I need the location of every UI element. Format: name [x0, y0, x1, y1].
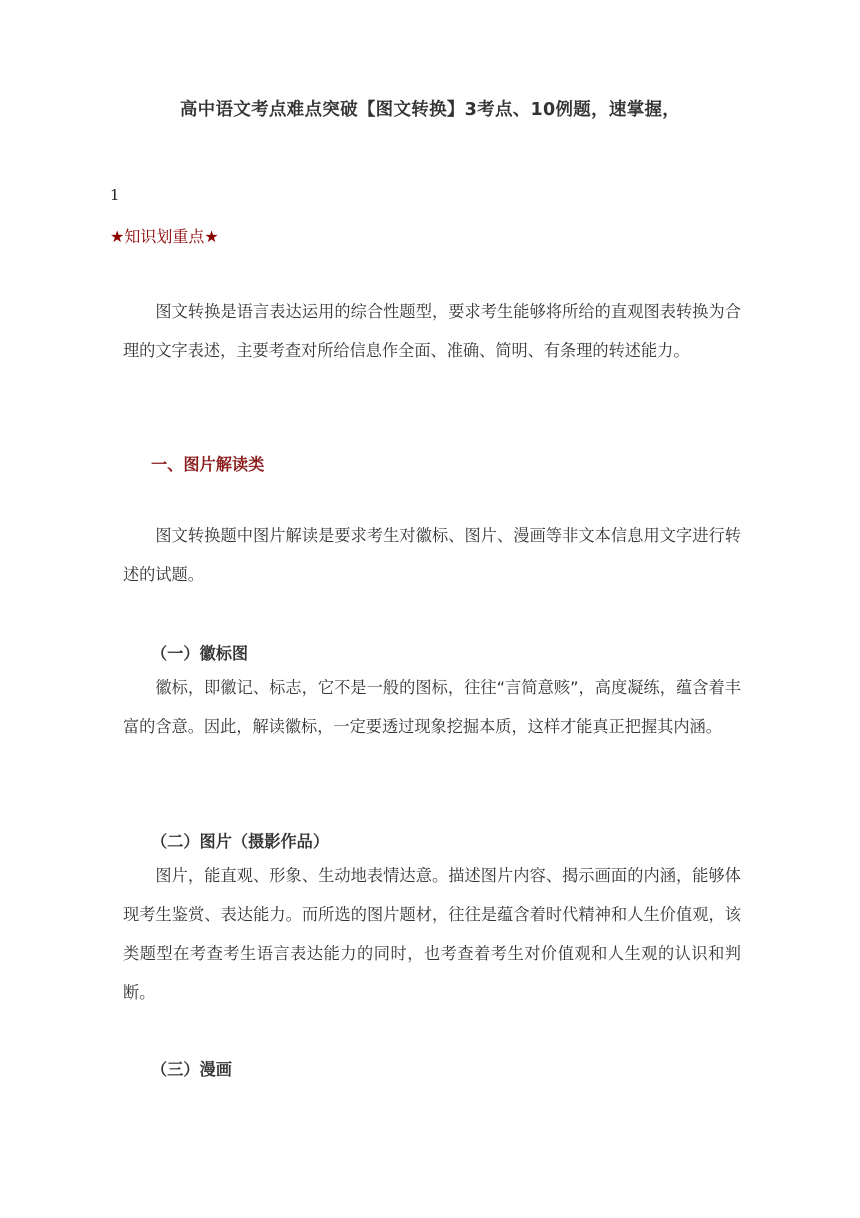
- subheading-emblem: （一）徽标图: [151, 644, 249, 663]
- document-title: 高中语文考点难点突破【图文转换】3考点、10例题，速掌握，: [179, 100, 681, 120]
- subheading-photo: （二）图片（摄影作品）: [151, 832, 330, 851]
- section-paragraph-image-interpretation: 图文转换题中图片解读是要求考生对徽标、图片、漫画等非文本信息用文字进行转述的试题。: [123, 526, 741, 584]
- section-heading-image-interpretation: 一、图片解读类: [151, 455, 265, 474]
- paragraph-photo: 图片，能直观、形象、生动地表情达意。描述图片内容、揭示画面的内涵，能够体现考生鉴赏、表达能力。而所选的图片题材，往往是蕴含着时代精神和人生价值观，该类题型在考查考生语言表达能力的同时，也考查着考生对价值观和人生观的认识和判断。: [123, 866, 741, 1002]
- page-number: 1: [110, 186, 120, 204]
- subheading-comic: （三）漫画: [151, 1060, 232, 1079]
- knowledge-highlight-label: ★知识划重点★: [110, 227, 219, 246]
- intro-paragraph: 图文转换是语言表达运用的综合性题型，要求考生能够将所给的直观图表转换为合理的文字表述，主要考查对所给信息作全面、准确、简明、有条理的转述能力。: [123, 302, 741, 360]
- paragraph-emblem: 徽标，即徽记、标志，它不是一般的图标，往往“言简意赅”，高度凝练，蕴含着丰富的含意。因此，解读徽标，一定要透过现象挖掘本质，这样才能真正把握其内涵。: [123, 678, 741, 736]
